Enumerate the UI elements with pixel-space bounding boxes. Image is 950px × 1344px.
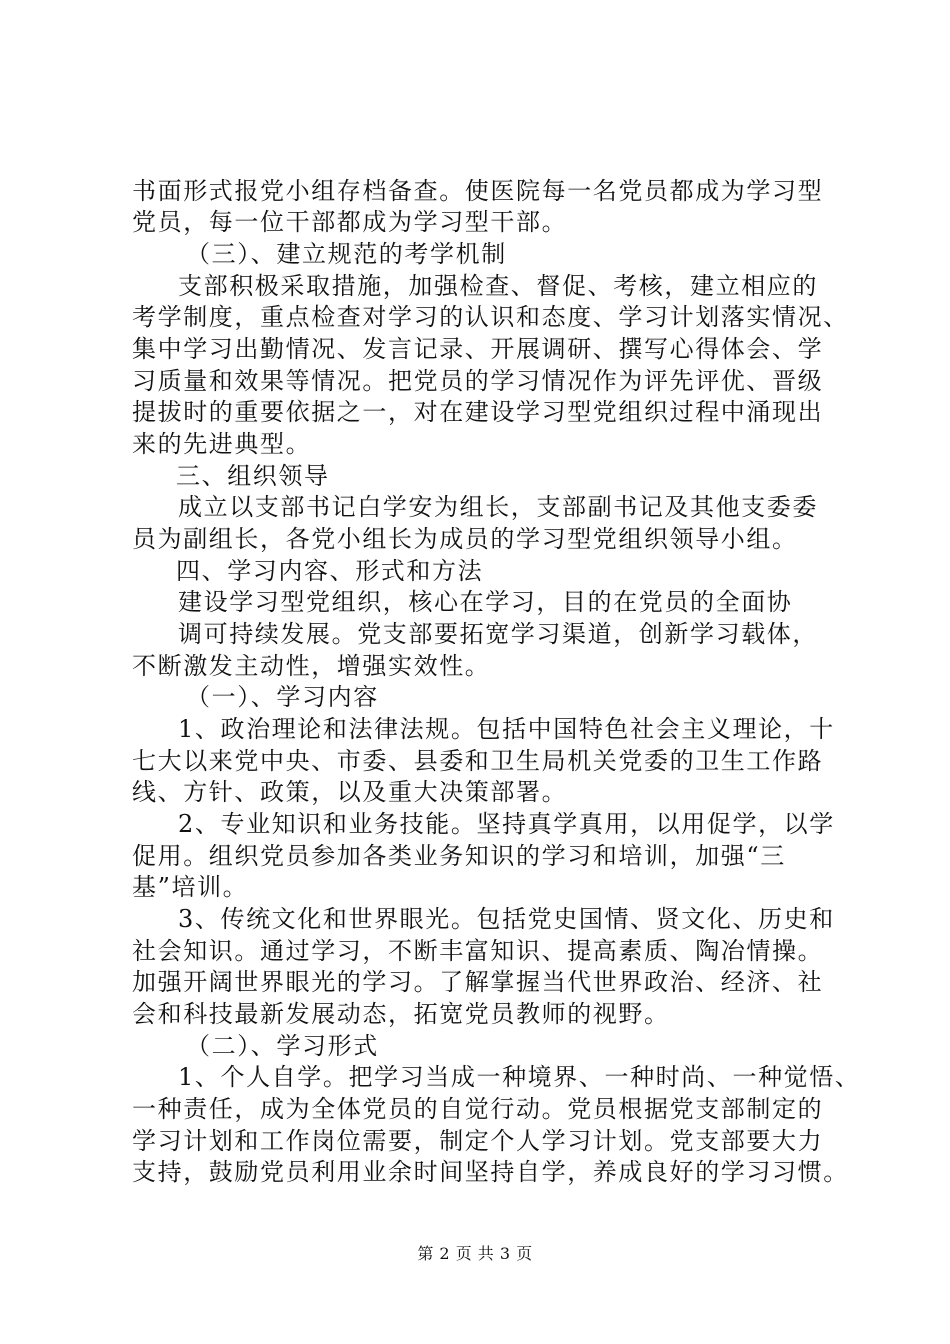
body-text-line: 支持，鼓励党员利用业余时间坚持自学，养成良好的学习习惯。	[132, 1158, 849, 1186]
page-number-footer: 第 2 页 共 3 页	[417, 1244, 533, 1263]
body-text-line: 3、传统文化和世界眼光。包括党史国情、贤文化、历史和	[178, 905, 835, 933]
body-text-line: 会和科技最新发展动态，拓宽党员教师的视野。	[132, 1000, 670, 1028]
body-text-line: 来的先进典型。	[132, 430, 312, 458]
body-text-line: 促用。组织党员参加各类业务知识的学习和培训，加强“三	[132, 842, 786, 870]
body-text-line: 1、政治理论和法律法规。包括中国特色社会主义理论，十	[178, 715, 835, 743]
section-heading: （二）、学习形式	[186, 1032, 379, 1060]
body-text-line: 七大以来党中央、市委、县委和卫生局机关党委的卫生工作路	[132, 747, 824, 775]
body-text-line: 基”培训。	[132, 873, 249, 901]
body-text-line: 一种责任，成为全体党员的自觉行动。党员根据党支部制定的	[132, 1095, 824, 1123]
body-text-line: 建设学习型党组织，核心在学习，目的在党员的全面协	[178, 588, 793, 616]
body-text-line: 提拔时的重要依据之一，对在建设学习型党组织过程中涌现出	[132, 398, 824, 426]
body-text-line: 成立以支部书记白学安为组长，支部副书记及其他支委委	[178, 493, 818, 521]
body-text-line: 不断激发主动性，增强实效性。	[132, 652, 491, 680]
body-text-line: 社会知识。通过学习，不断丰富知识、提高素质、陶冶情操。	[132, 937, 824, 965]
body-text-line: 党员，每一位干部都成为学习型干部。	[132, 208, 568, 236]
body-text-line: 支部积极采取措施，加强检查、督促、考核，建立相应的	[178, 272, 818, 300]
section-heading: （三）、建立规范的考学机制	[186, 240, 507, 268]
body-text-line: 集中学习出勤情况、发言记录、开展调研、撰写心得体会、学	[132, 335, 824, 363]
section-heading: 三、组织领导	[176, 462, 330, 490]
body-text-line: 学习计划和工作岗位需要，制定个人学习计划。党支部要大力	[132, 1127, 824, 1155]
body-text-line: 加强开阔世界眼光的学习。了解掌握当代世界政治、经济、社	[132, 968, 824, 996]
body-text-line: 调可持续发展。党支部要拓宽学习渠道，创新学习载体，	[178, 620, 818, 648]
body-text-line: 2、专业知识和业务技能。坚持真学真用，以用促学，以学	[178, 810, 835, 838]
section-heading: 四、学习内容、形式和方法	[176, 557, 484, 585]
body-text-line: 员为副组长，各党小组长为成员的学习型党组织领导小组。	[132, 525, 798, 553]
section-heading: （一）、学习内容	[186, 683, 379, 711]
body-text-line: 1、个人自学。把学习当成一种境界、一种时尚、一种觉悟、	[178, 1063, 861, 1091]
body-text-line: 考学制度，重点检查对学习的认识和态度、学习计划落实情况、	[132, 303, 849, 331]
body-text-line: 书面形式报党小组存档备查。使医院每一名党员都成为学习型	[132, 177, 824, 205]
body-text-line: 习质量和效果等情况。把党员的学习情况作为评先评优、晋级	[132, 367, 824, 395]
body-text-line: 线、方针、政策，以及重大决策部署。	[132, 778, 568, 806]
